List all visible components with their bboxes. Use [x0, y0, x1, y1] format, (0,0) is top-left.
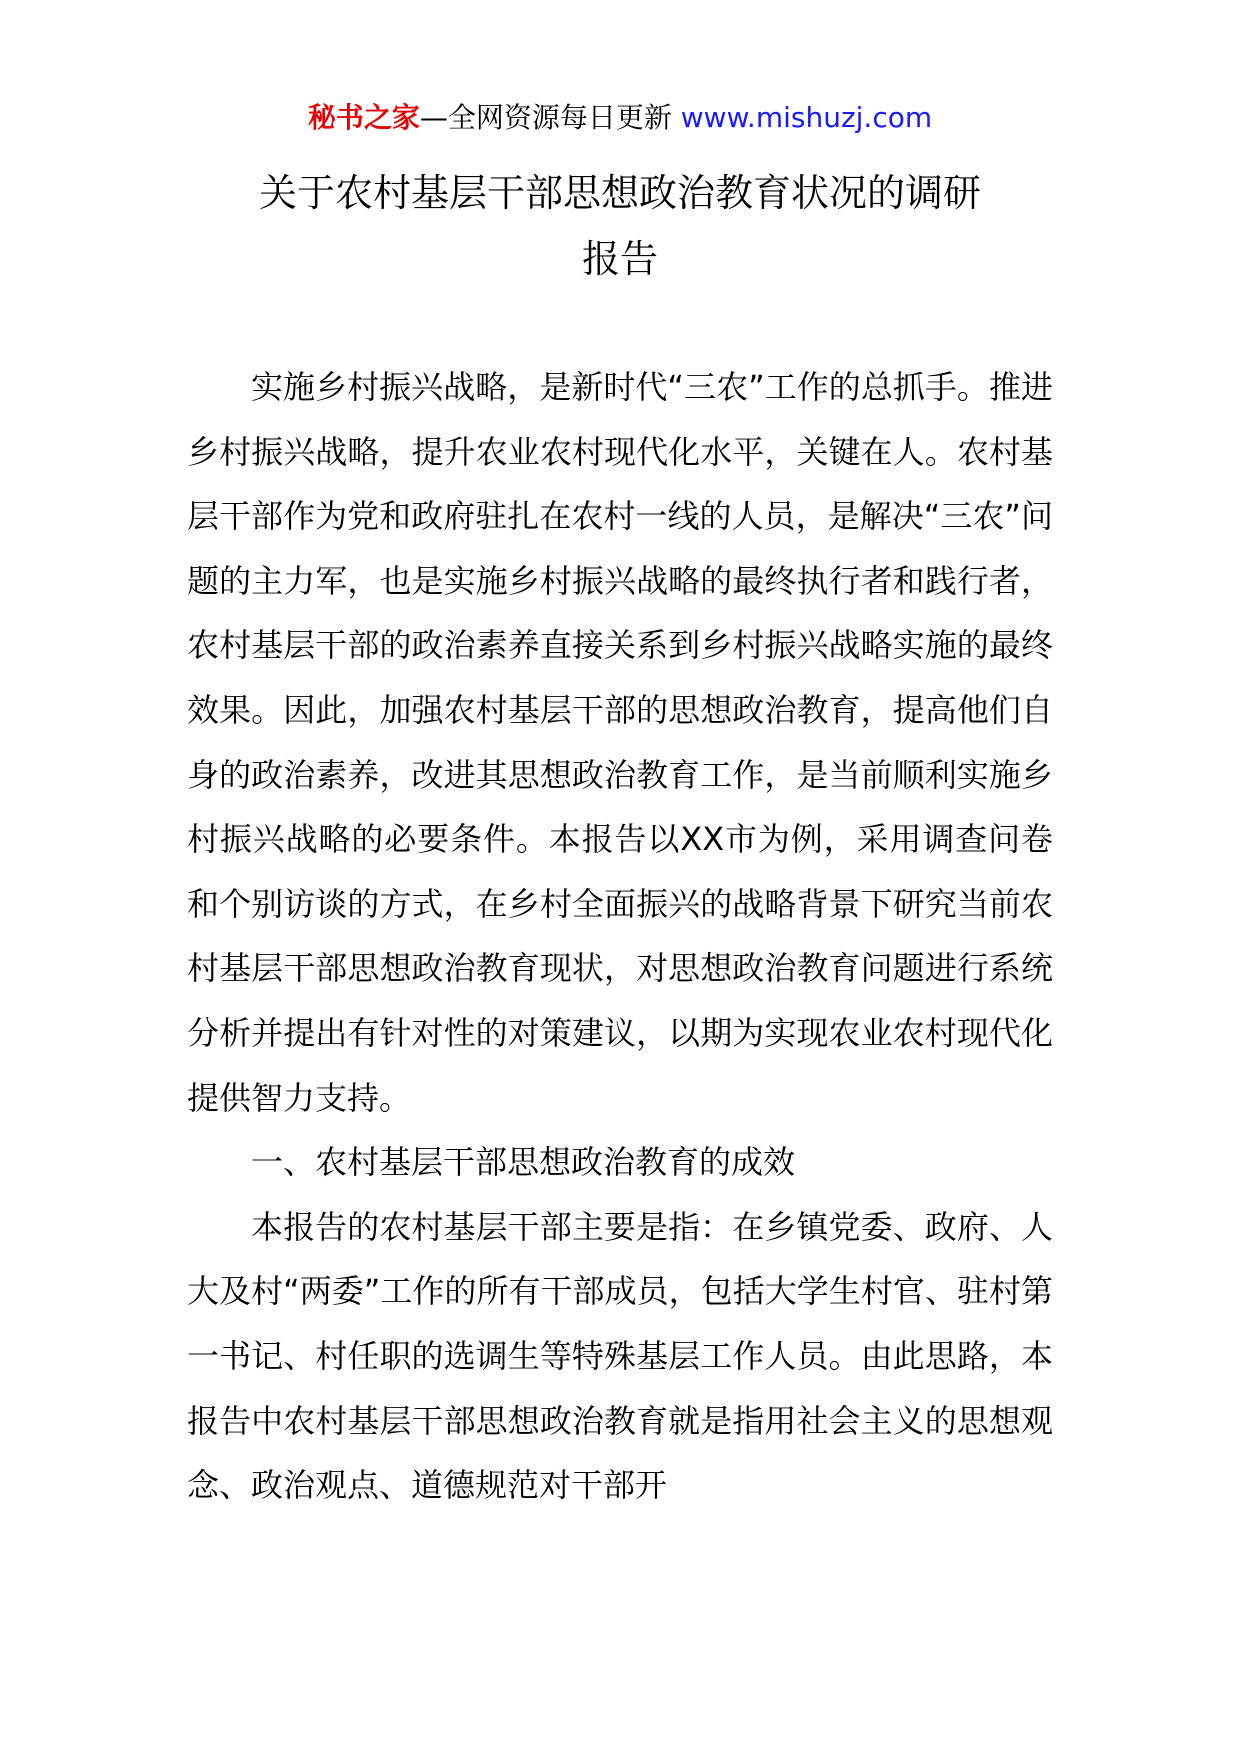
title-line-2: 报告	[581, 237, 658, 281]
brand-name: 秘书之家	[307, 101, 420, 134]
document-title	[0, 160, 1240, 292]
body-paragraph-2: 本报告的农村基层干部主要是指：在乡镇党委、政府、人大及村“两委”工作的所有干部成员，包括大学生村官、驻村第一书记、村任职的选调生等特殊基层工作人员。由此思路，本报告中农村基层干部思想政治教育就是指用社会主义的思想观念、政治观点、道德规范对干部开	[187, 1207, 1053, 1505]
site-header	[0, 98, 1240, 138]
document-body	[187, 355, 1053, 1518]
site-url-link[interactable]: www.mishuzj.com	[680, 101, 933, 134]
section-heading-1: 一、农村基层干部思想政治教育的成效	[251, 1143, 796, 1182]
header-tagline: —全网资源每日更新	[419, 101, 681, 134]
body-paragraph-1: 实施乡村振兴战略，是新时代“三农”工作的总抓手。推进乡村振兴战略，提升农业农村现代化水平，关键在人。农村基层干部作为党和政府驻扎在农村一线的人员，是解决“三农”问题的主力军，也是实施乡村振兴战略的最终执行者和践行者，农村基层干部的政治素养直接关系到乡村振兴战略实施的最终效果。因此，加强农村基层干部的思想政治教育，提高他们自身的政治素养，改进其思想政治教育工作，是当前顺利实施乡村振兴战略的必要条件。本报告以XX市为例，采用调查问卷和个别访谈的方式，在乡村全面振兴的战略背景下研究当前农村基层干部思想政治教育现状，对思想政治教育问题进行系统分析并提出有针对性的对策建议，以期为实现农业农村现代化提供智力支持。	[187, 368, 1053, 1117]
title-line-1: 关于农村基层干部思想政治教育状况的调研	[258, 171, 981, 215]
